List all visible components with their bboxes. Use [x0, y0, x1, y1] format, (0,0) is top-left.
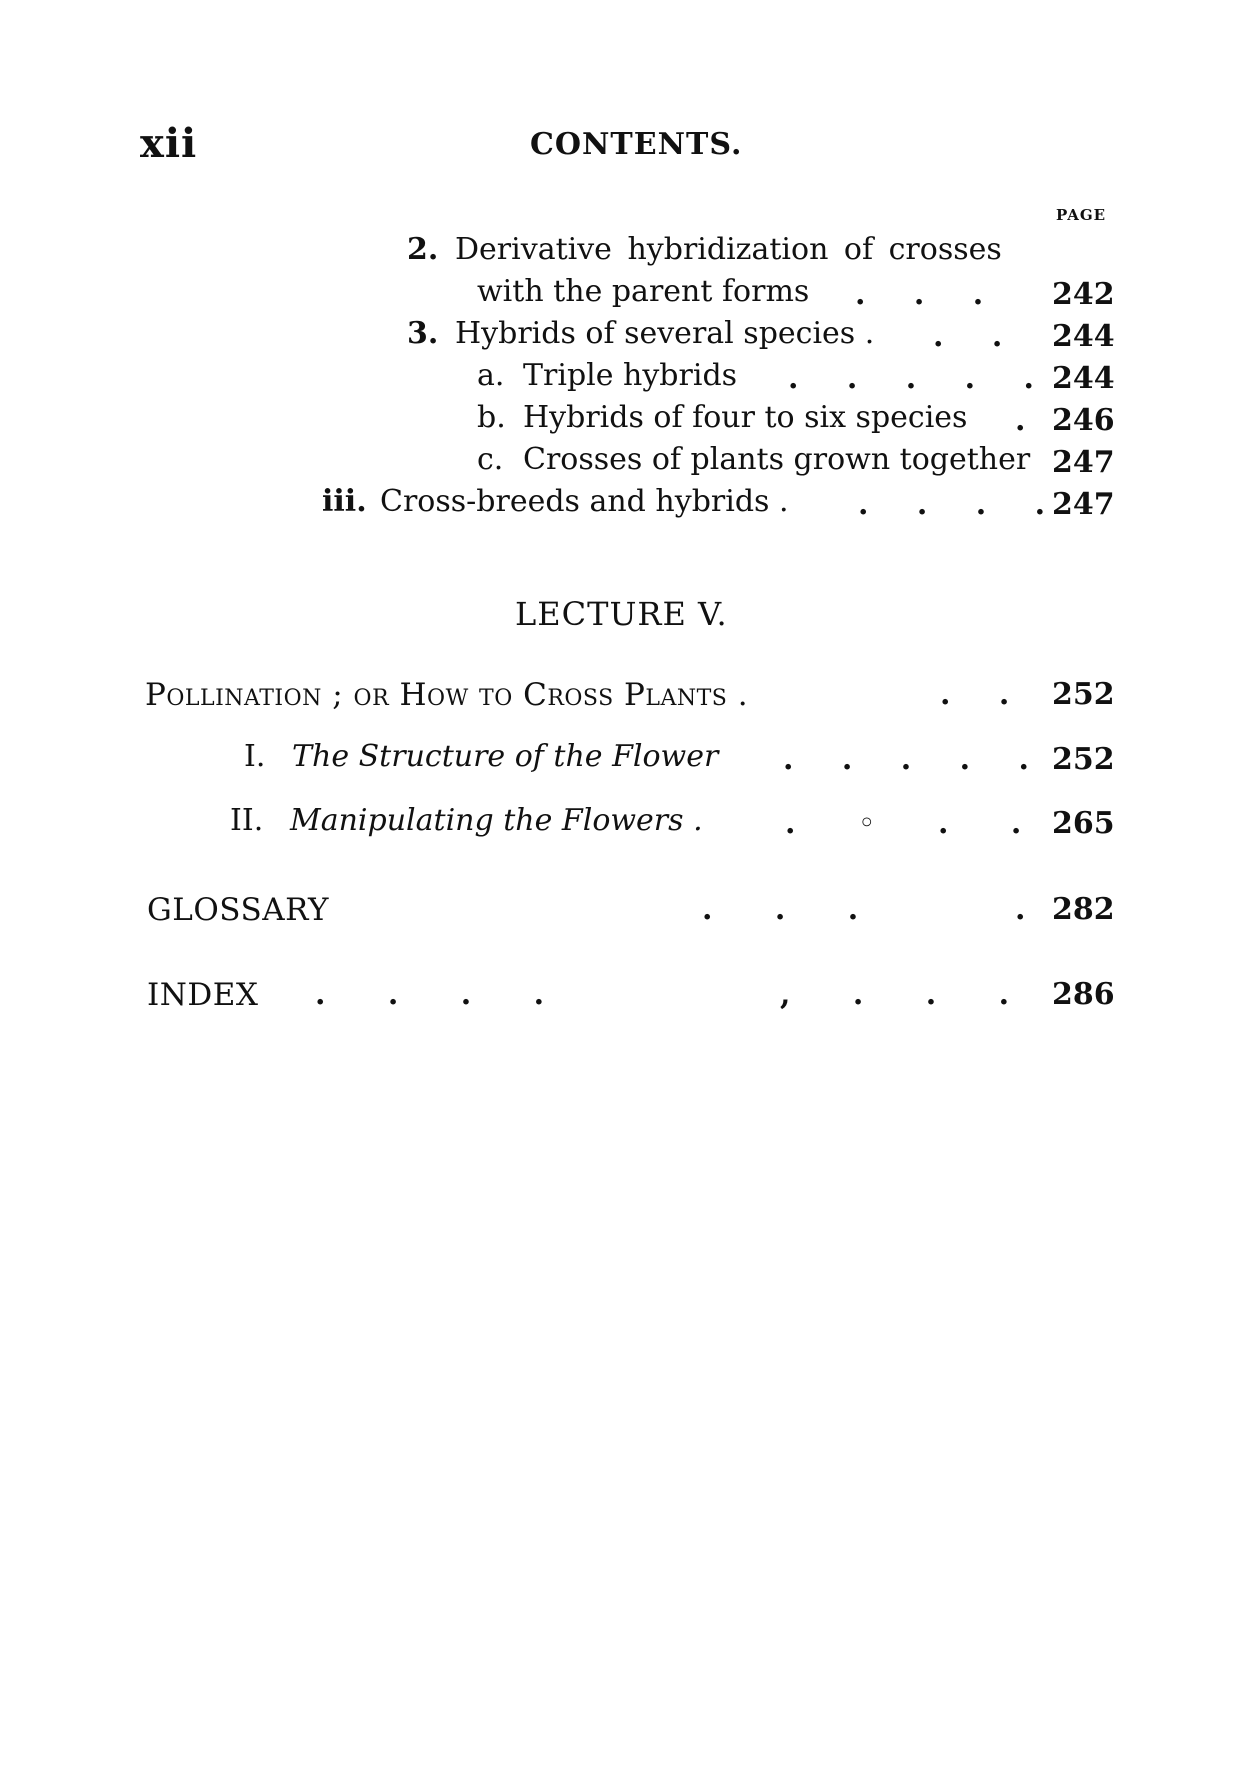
- sub-entry-i-numeral: I.: [244, 739, 266, 774]
- sub-entry-ii-page: 265: [1052, 806, 1115, 841]
- entry-iii-leader: . . . .: [858, 487, 1048, 522]
- lecture-main-entry-page: 252: [1052, 677, 1115, 712]
- entry-3-title: Hybrids of several species .: [455, 316, 875, 351]
- entry-2-title-line2: with the parent forms: [477, 274, 810, 309]
- glossary-page: 282: [1052, 892, 1115, 927]
- entry-b-letter: b.: [477, 400, 506, 435]
- sub-entry-i-title: The Structure of the Flower: [292, 739, 719, 774]
- entry-iii-numeral: iii.: [322, 484, 367, 519]
- sub-entry-i-page: 252: [1052, 742, 1115, 777]
- entry-c-title: Crosses of plants grown together: [523, 442, 1031, 477]
- entry-a-leader: . . . . .: [788, 361, 1036, 396]
- page-column-label: PAGE: [1056, 206, 1107, 224]
- entry-c-page: 247: [1052, 445, 1115, 480]
- entry-b-page: 246: [1052, 403, 1115, 438]
- entry-3-leader: . .: [933, 319, 1005, 354]
- entry-2-leader: . . .: [855, 277, 986, 312]
- sub-entry-ii-numeral: II.: [230, 803, 264, 838]
- entry-c-letter: c.: [477, 442, 504, 477]
- glossary-leader-end: .: [1015, 892, 1028, 927]
- glossary-leader: . . .: [702, 892, 861, 927]
- sub-entry-i-leader: . . . . .: [783, 742, 1031, 777]
- index-title: INDEX: [147, 977, 259, 1013]
- entry-2-number: 2.: [407, 232, 439, 267]
- index-leader-end: , . . .: [780, 977, 1012, 1012]
- entry-3-page: 244: [1052, 319, 1115, 354]
- index-page: 286: [1052, 977, 1115, 1012]
- index-leader: . . . .: [315, 977, 547, 1012]
- running-head: CONTENTS.: [530, 127, 743, 162]
- entry-3-number: 3.: [407, 316, 439, 351]
- entry-a-page: 244: [1052, 361, 1115, 396]
- lecture-main-entry-leader: . .: [940, 677, 1012, 712]
- entry-b-leader: .: [1015, 403, 1028, 438]
- entry-a-letter: a.: [477, 358, 505, 393]
- glossary-title: GLOSSARY: [147, 892, 329, 928]
- entry-iii-page: 247: [1052, 487, 1115, 522]
- sub-entry-ii-leader: . ◦ . .: [785, 806, 1024, 841]
- lecture-heading: LECTURE V.: [515, 595, 728, 633]
- entry-2-title-line1: Derivative hybridization of crosses: [455, 232, 1002, 267]
- entry-2-page: 242: [1052, 277, 1115, 312]
- page-number: xii: [140, 120, 198, 167]
- entry-a-title: Triple hybrids: [523, 358, 738, 393]
- entry-iii-title: Cross-breeds and hybrids .: [380, 484, 789, 519]
- lecture-main-entry-title: Pollination ; or How to Cross Plants .: [145, 677, 749, 713]
- sub-entry-ii-title: Manipulating the Flowers .: [290, 803, 703, 838]
- entry-b-title: Hybrids of four to six species: [523, 400, 968, 435]
